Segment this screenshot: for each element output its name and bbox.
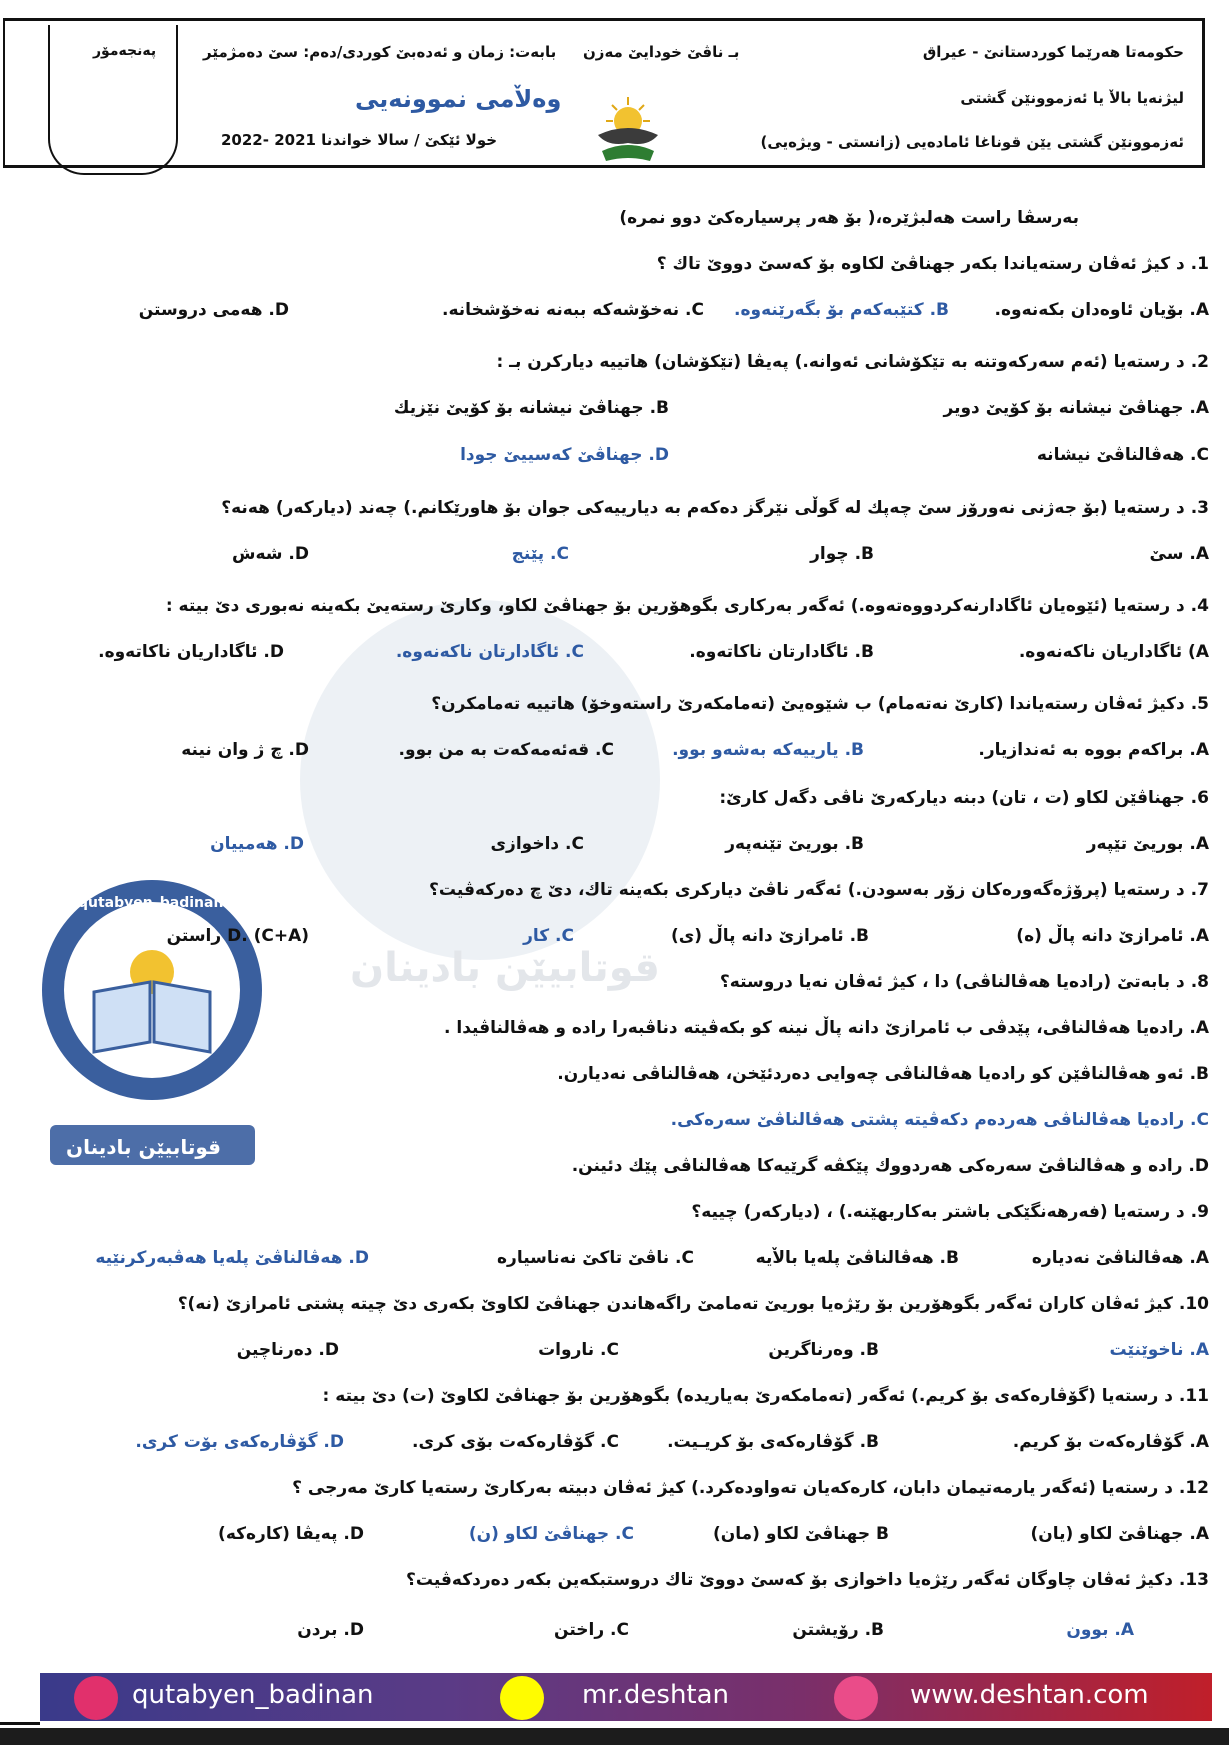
q2-option-b: B. جهناڤێ نیشانە بۆ كۆیێ نێزیك	[393, 398, 669, 418]
q6-option-d: D. هەمییان	[210, 834, 304, 854]
q9-option-b: B. هەڤالناڤێ پلەیا بالاٚیە	[755, 1248, 959, 1268]
q8-option-c: C. رادەیا هەڤالناڤی هەردەم دكەڤیتە پشتی هەڤالناڤێ سەرەكی.	[670, 1110, 1209, 1130]
dribbble-icon	[834, 1676, 878, 1720]
committee-name: لیژنەیا بالاٚ یا ئەزموونێن گشتی	[960, 89, 1184, 107]
q1-option-b: B. كتێبەكەم بۆ بگەرێنەوە.	[734, 300, 949, 320]
question-8: 8. د بابەتێ (رادەیا هەڤالناڤی) دا ، كیژ ئەڤان نەیا دروستە؟	[719, 972, 1209, 992]
q13-option-c: C. راختن	[554, 1620, 629, 1640]
footer-website[interactable]: www.deshtan.com	[910, 1680, 1149, 1710]
q5-option-a: A. براكەم بووە بە ئەندازیار.	[978, 740, 1209, 760]
score-label: پەنجەمۆر	[93, 43, 157, 59]
watermark-text: قوتابیێن بادینان	[350, 945, 660, 991]
q10-option-a: A. ناخوێنێت	[1109, 1340, 1209, 1360]
question-12: 12. د رستەیا (ئەگەر یارمەتیمان دابان، كارەكەیان تەواودەكرد.) كیژ ئەڤان دبیتە بەركارێ رستەیا كارێ مەرجی ؟	[292, 1478, 1209, 1498]
q7-option-a: A. ئامرازێ دانە پاڵ (ە)	[1016, 926, 1209, 946]
q11-option-d: D. گۆڤارەكەی بۆت كری.	[135, 1432, 344, 1452]
question-4: 4. د رستەیا (ئێوەیان ئاگادارنەكردووەتەوە.) ئەگەر بەركاری بگوهۆرین بۆ جهناڤێ لكاو، وكارێ رستەیێ بكەینە نەبوری دێ بیتە :	[165, 596, 1209, 616]
model-answers-title: وەلاٚمی نموونەیی	[355, 85, 562, 113]
question-6: 6. جهناڤێن لكاو (ت ، تان) دبنە دیاركەرێ ناڤی دگەل كارێ:	[719, 788, 1209, 808]
footer-instagram[interactable]: qutabyen_badinan	[132, 1680, 374, 1710]
q13-option-a: A. بوون	[1066, 1620, 1134, 1640]
q3-option-c: C. پێنج	[511, 544, 569, 564]
bottom-bar	[0, 1728, 1229, 1745]
question-1: 1. د كیژ ئەڤان رستەیاندا بكەر جهناڤێ لكاوە بۆ كەسێ دووێ تاك ؟	[656, 254, 1209, 274]
government-name: حكومەتا هەرێما كوردستانێ - عیراق	[922, 43, 1184, 61]
q9-option-a: A. هەڤالناڤێ نەدیارە	[1031, 1248, 1209, 1268]
bottom-rule	[0, 1722, 40, 1725]
q11-option-a: A. گۆڤارەكەت بۆ كریم.	[1012, 1432, 1209, 1452]
q4-option-c: C. ئاگادارتان ناكەنەوە.	[395, 642, 584, 662]
badge-handle: qutabyen_badinan	[78, 895, 224, 911]
year-line: خولا ئێكێ / سالا خواندنا 2021 -2022	[221, 131, 498, 149]
question-9: 9. د رستەیا (فەرهەنگێكی باشتر بەكاربهێنە.) ، (دیاركەر) چییە؟	[691, 1202, 1209, 1222]
kurdistan-emblem-icon	[588, 91, 668, 171]
q3-option-a: A. سێ	[1149, 544, 1209, 564]
q4-option-b: B. ئاگادارتان ناكاتەوە.	[689, 642, 874, 662]
q12-option-c: C. جهناڤێ لكاو (ن)	[468, 1524, 634, 1544]
q1-option-a: A. بۆیان ئاوەدان بكەنەوە.	[994, 300, 1209, 320]
q5-option-c: C. قەئەمەكەت بە من بوو.	[398, 740, 614, 760]
q6-option-c: C. داخوازی	[490, 834, 584, 854]
q7-option-d: D. (C+A) راستن	[166, 926, 309, 946]
q13-option-b: B. رۆیشتن	[792, 1620, 884, 1640]
q4-option-a: A) ئاگاداریان ناكەنەوە.	[1018, 642, 1209, 662]
q9-option-c: C. ناڤێ تاكێ نەناسیارە	[497, 1248, 694, 1268]
q10-option-b: B. وەرناگرین	[768, 1340, 879, 1360]
q7-option-b: B. ئامرازێ دانە پاڵ (ی)	[670, 926, 869, 946]
question-5: 5. دكیژ ئەڤان رستەیاندا (كارێ نەتەمام) ب شێوەیێ (تەمامكەرێ راستەوخۆ) هاتییە تەمامكرن؟	[431, 694, 1209, 714]
q12-option-a: A. جهناڤێ لكاو (یان)	[1030, 1524, 1209, 1544]
q6-option-b: B. بوریێ تێنەپەر	[725, 834, 864, 854]
q3-option-b: B. چوار	[810, 544, 874, 564]
q3-option-d: D. شەش	[232, 544, 309, 564]
question-3: 3. د رستەیا (بۆ جەژنی نەورۆز سێ چەپك لە گوڵی نێرگز دەكەم بە دیارییەكی جوان بۆ هاورێكانم.) چەند (دیاركەر) هەنە؟	[221, 498, 1209, 518]
q11-option-b: B. گۆڤارەكەی بۆ كریـیت.	[667, 1432, 879, 1452]
instruction: بەرسڤا راست هەلبژێرە،( بۆ هەر پرسیارەكێ دوو نمرە)	[619, 208, 1079, 228]
q2-option-c: C. هەڤالناڤێ نیشانە	[1036, 445, 1209, 465]
snapchat-icon	[500, 1676, 544, 1720]
badge-label: قوتابیێن بادینان	[66, 1135, 221, 1159]
q8-option-d: D. رادە و هەڤالناڤێ سەرەكی هەردووك پێكڤە گرێیەكا هەڤالناڤی پێك دئینن.	[571, 1156, 1209, 1176]
q4-option-d: D. ئاگاداریان ناكاتەوە.	[98, 642, 284, 662]
subject-line: بابەت: زمان و ئەدەبێ كوردی/دەم: سێ دەمژمێر	[203, 43, 557, 61]
question-10: 10. كیژ ئەڤان كاران ئەگەر بگوهۆرین بۆ رێژەیا بوریێ تەمامێ راگەهاندن جهناڤێ لكاوێ بكەری دێ چیتە پشتی ئامرازێ (نە)؟	[177, 1294, 1209, 1314]
q7-option-c: C. كار	[523, 926, 574, 946]
instagram-icon	[74, 1676, 118, 1720]
q12-option-b: B جهناڤێ لكاو (مان)	[712, 1524, 889, 1544]
question-13: 13. دكیژ ئەڤان چاوگان ئەگەر رێژەیا داخوازی بۆ كەسێ دووێ تاك دروستبكەین بكەر دەردكەڤیت؟	[405, 1570, 1209, 1590]
q1-option-c: C. نەخۆشەكە ببەنە نەخۆشخانە.	[442, 300, 704, 320]
question-2: 2. د رستەیا (ئەم سەركەوتنە بە تێكۆشانی ئەوانە.) پەیڤا (تێكۆشان) هاتییە دیاركرن بـ :	[496, 352, 1209, 372]
q5-option-d: D. چ ژ وان نینە	[181, 740, 309, 760]
question-7: 7. د رستەیا (پرۆژەگەورەكان زۆر بەسودن.) ئەگەر ناڤێ دیاركری بكەینە تاك، دێ چ دەركەڤیت؟	[429, 880, 1209, 900]
footer-snapchat[interactable]: mr.deshtan	[582, 1680, 730, 1710]
q9-option-d: D. هەڤالناڤێ پلەیا هەڤبەركرنێیە	[95, 1248, 369, 1268]
q12-option-d: D. پەیڤا (كارەكە)	[218, 1524, 364, 1544]
header-box	[3, 18, 1205, 168]
q8-option-b: B. ئەو هەڤالناڤێن كو رادەیا هەڤالناڤی چەوایی دەردئێخن، هەڤالناڤی نەدیارن.	[557, 1064, 1209, 1084]
basmala: بـ ناڤێ خودایێ مەزن	[583, 43, 740, 61]
q8-option-a: A. رادەیا هەڤالناڤی، پێدڤی ب ئامرازێ دانە پاڵ نینە كو بكەڤیتە دناڤبەرا رادە و هەڤالناڤیدا .	[444, 1018, 1209, 1038]
q10-option-c: C. ناروات	[538, 1340, 619, 1360]
q13-option-d: D. بردن	[297, 1620, 364, 1640]
q1-option-d: D. هەمی دروستن	[138, 300, 289, 320]
q2-option-d: D. جهناڤێ كەسییێ جودا	[460, 445, 669, 465]
q2-option-a: A. جهناڤێ نیشانە بۆ كۆیێ دویر	[943, 398, 1209, 418]
q11-option-c: C. گۆڤارەكەت بۆی كری.	[412, 1432, 619, 1452]
q10-option-d: D. دەرناچین	[236, 1340, 339, 1360]
q6-option-a: A. بوریێ تێپەر	[1086, 834, 1209, 854]
exam-name: ئەزموونێن گشتی یێن قوناغا ئامادەیی (زانستی - ویژەیی)	[760, 133, 1184, 151]
question-11: 11. د رستەیا (گۆڤارەكەی بۆ كریم.) ئەگەر (تەمامكەرێ بەیاریدە) بگوهۆرین بۆ جهناڤێ لكاوێ (ت) دێ بیتە :	[322, 1386, 1209, 1406]
q5-option-b: B. یارییەكە بەشەو بوو.	[672, 740, 864, 760]
